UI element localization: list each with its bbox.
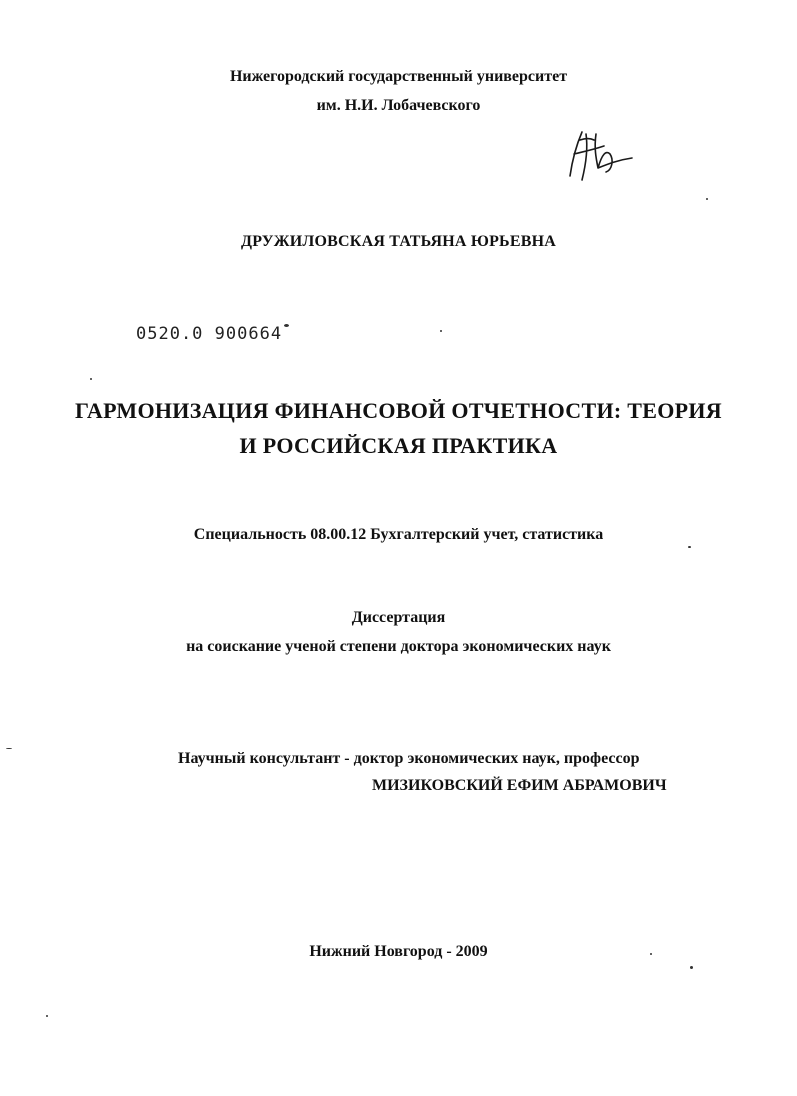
scan-speck <box>688 546 691 548</box>
scan-speck <box>46 1015 48 1017</box>
scan-speck <box>706 198 708 200</box>
scan-speck <box>690 966 693 969</box>
scan-speck <box>6 748 12 749</box>
dissertation-title-line-1: ГАРМОНИЗАЦИЯ ФИНАНСОВОЙ ОТЧЕТНОСТИ: ТЕОРИЯ <box>74 398 722 423</box>
advisor-name: МИЗИКОВСКИЙ ЕФИМ АБРАМОВИЧ <box>372 777 667 794</box>
university-name: Нижегородский государственный университет <box>229 68 568 85</box>
scan-speck <box>90 378 92 380</box>
degree-purpose: на соискание ученой степени доктора экономических наук <box>186 638 611 655</box>
scan-speck <box>284 324 289 327</box>
scan-speck <box>440 330 442 332</box>
signature-handwritten <box>552 124 642 186</box>
author-name: ДРУЖИЛОВСКАЯ ТАТЬЯНА ЮРЬЕВНА <box>241 233 556 250</box>
catalog-code: 0520.0 900664 <box>136 324 283 344</box>
specialty: Специальность 08.00.12 Бухгалтерский учет, статистика <box>193 526 604 543</box>
dissertation-title-line-2: И РОССИЙСКАЯ ПРАКТИКА <box>239 433 558 458</box>
university-named-after: им. Н.И. Лобачевского <box>316 97 481 114</box>
scan-speck <box>650 953 652 955</box>
document-type: Диссертация <box>351 609 446 626</box>
place-and-year: Нижний Новгород - 2009 <box>309 943 488 960</box>
advisor-role: Научный консультант - доктор экономических наук, профессор <box>178 750 640 767</box>
